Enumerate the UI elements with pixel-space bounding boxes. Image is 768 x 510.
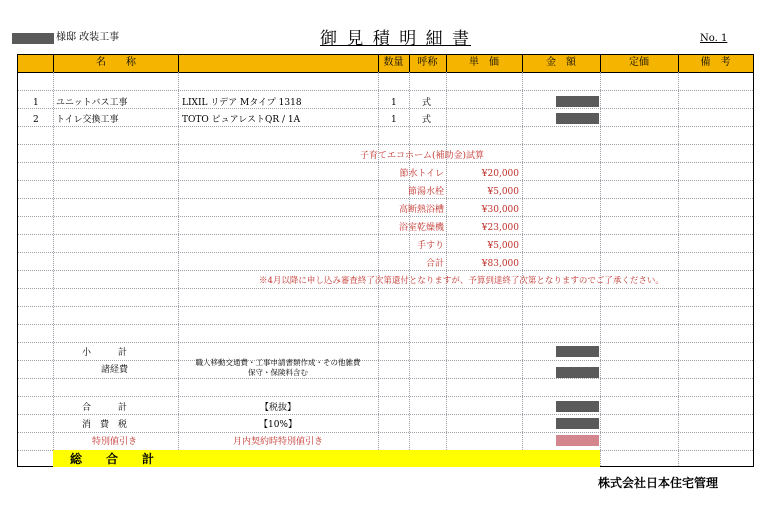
- subsidy-value-handrail: ¥5,000: [487, 241, 519, 251]
- subsidy-label-faucet: 節湯水栓: [407, 187, 444, 197]
- subsidy-label-handrail: 手すり: [416, 241, 444, 251]
- subtotal-label: 小 計: [82, 348, 128, 358]
- discount-label: 特別値引き: [92, 437, 138, 447]
- expenses-label: 諸経費: [101, 365, 129, 375]
- subsidy-value-total: ¥83,000: [481, 259, 519, 269]
- document-number: No. 1: [700, 33, 728, 44]
- subsidy-note: ※4月以降に申し込み審査終了次第還付となりますが、予算到達終了次第となりますのでご了承ください。: [259, 276, 664, 286]
- col-header-remarks: 備 考: [700, 57, 731, 68]
- item-1-unit: 式: [422, 98, 432, 108]
- client-name-redaction: [12, 33, 54, 44]
- subsidy-label-toilet: 節水トイレ: [399, 169, 444, 179]
- expenses-desc-line-2: 保守・保険料含む: [248, 368, 308, 377]
- discount-amount-redaction: [556, 435, 599, 446]
- tax-label: 消 費 税: [82, 420, 128, 430]
- col-header-amount: 金 額: [546, 57, 576, 68]
- col-header-unit: 呼称: [417, 57, 438, 68]
- subsidy-value-bathtub: ¥30,000: [481, 205, 519, 215]
- item-2-name: トイレ交換工事: [56, 115, 119, 125]
- company-name: 株式会社日本住宅管理: [598, 476, 719, 490]
- grand-total-label: 総 合 計: [70, 452, 155, 466]
- item-1-no: 1: [33, 98, 39, 108]
- subsidy-value-faucet: ¥5,000: [487, 187, 519, 197]
- col-header-list-price: 定価: [629, 57, 649, 68]
- tax-amount-redaction: [556, 418, 599, 429]
- subsidy-value-toilet: ¥20,000: [481, 169, 519, 179]
- tax-desc: 【10%】: [258, 420, 297, 430]
- subsidy-title: 子育てエコホーム(補助金)試算: [360, 151, 485, 161]
- item-2-no: 2: [33, 115, 39, 125]
- item-2-unit: 式: [422, 115, 432, 125]
- item-2-qty: 1: [391, 115, 397, 125]
- subtotal-amount-redaction: [556, 346, 599, 357]
- total-amount-redaction: [556, 401, 599, 412]
- discount-desc: 月内契約時特別値引き: [232, 437, 323, 447]
- total-label: 合 計: [82, 403, 128, 413]
- item-2-amount-redaction: [556, 113, 599, 124]
- item-2-spec: TOTO ピュアレストQR / 1A: [182, 115, 301, 125]
- item-1-qty: 1: [391, 98, 397, 108]
- document-title: 御 見 積 明 細 書: [320, 29, 472, 49]
- col-header-unit-price: 単 価: [469, 57, 499, 68]
- col-header-qty: 数量: [383, 57, 404, 68]
- expenses-amount-redaction: [556, 367, 599, 378]
- subsidy-label-bathtub: 高断熱浴槽: [398, 205, 444, 215]
- item-1-spec: LIXIL リデア Mタイプ 1318: [182, 98, 302, 108]
- item-1-amount-redaction: [556, 96, 599, 107]
- total-desc: 【税抜】: [259, 403, 296, 413]
- subsidy-label-total: 合計: [425, 259, 444, 269]
- subsidy-label-dryer: 浴室乾燥機: [398, 223, 444, 233]
- col-header-name: 名 称: [96, 57, 136, 68]
- expenses-desc-line-1: 職人移動交通費・工事申請書類作成・その他雑費: [195, 358, 361, 367]
- client-suffix: 様邸 改装工事: [56, 32, 120, 43]
- subsidy-value-dryer: ¥23,000: [481, 223, 519, 233]
- item-1-name: ユニットバス工事: [56, 98, 128, 108]
